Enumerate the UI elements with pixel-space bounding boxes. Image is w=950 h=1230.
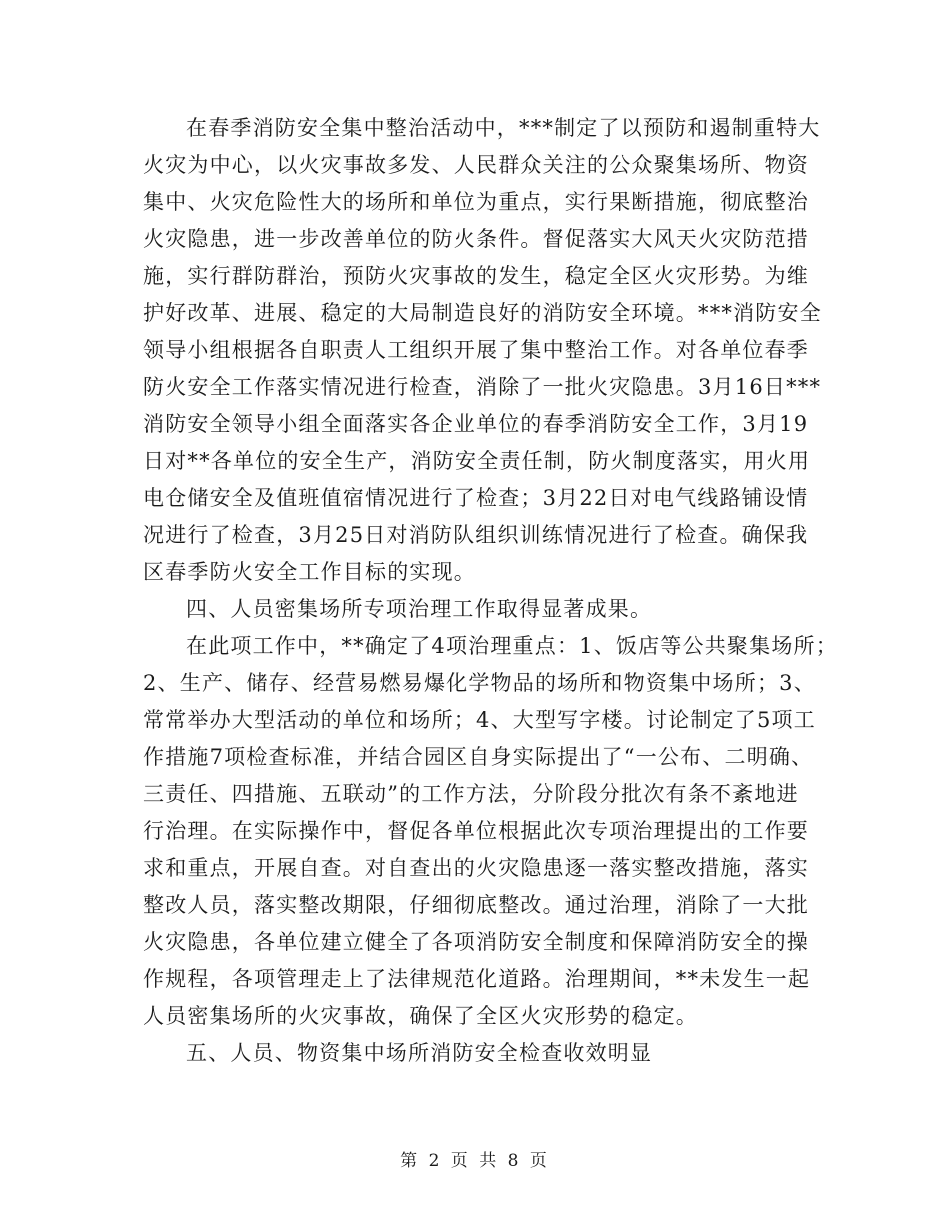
- text-line: 集中、火灾危险性大的场所和单位为重点，实行果断措施，彻底整治: [143, 190, 809, 214]
- text-line: 况进行了检查，3月25日对消防队组织训练情况进行了检查。确保我: [143, 523, 809, 547]
- page-number-footer: 第 2 页 共 8 页: [400, 1151, 550, 1171]
- section-heading: 五、人员、物资集中场所消防安全检查收效明显: [186, 1041, 653, 1065]
- text-line: 作措施7项检查标准，并结合园区自身实际提出了“一公布、二明确、: [143, 745, 814, 769]
- text-line: 2、生产、储存、经营易燃易爆化学物品的场所和物资集中场所；3、: [143, 671, 816, 695]
- text-line: 行治理。在实际操作中，督促各单位根据此次专项治理提出的工作要: [143, 819, 809, 843]
- text-line: 常常举办大型活动的单位和场所；4、大型写字楼。讨论制定了5项工: [143, 708, 816, 732]
- text-line: 作规程，各项管理走上了法律规范化道路。治理期间，**未发生一起: [143, 967, 811, 991]
- text-line: 火灾为中心，以火灾事故多发、人民群众关注的公众聚集场所、物资: [143, 153, 809, 177]
- text-line: 施，实行群防群治，预防火灾事故的发生，稳定全区火灾形势。为维: [143, 264, 809, 288]
- text-line: 领导小组根据各自职责人工组织开展了集中整治工作。对各单位春季: [143, 338, 809, 362]
- text-line: 整改人员，落实整改期限，仔细彻底整改。通过治理，消除了一大批: [143, 893, 809, 917]
- text-line: 在春季消防安全集中整治活动中，***制定了以预防和遏制重特大: [186, 116, 821, 140]
- text-line: 在此项工作中，**确定了4项治理重点：1、饭店等公共聚集场所；: [186, 634, 838, 658]
- text-line: 火灾隐患，各单位建立健全了各项消防安全制度和保障消防安全的操: [143, 930, 809, 954]
- text-line: 求和重点，开展自查。对自查出的火灾隐患逐一落实整改措施，落实: [143, 856, 809, 880]
- document-body: [143, 110, 838, 1072]
- text-line: 三责任、四措施、五联动”的工作方法，分阶段分批次有条不紊地进: [143, 782, 799, 806]
- text-line: 人员密集场所的火灾事故，确保了全区火灾形势的稳定。: [143, 1004, 698, 1028]
- text-line: 防火安全工作落实情况进行检查，消除了一批火灾隐患。3月16日***: [143, 375, 822, 399]
- text-line: 火灾隐患，进一步改善单位的防火条件。督促落实大风天火灾防范措: [143, 227, 809, 251]
- text-line: 区春季防火安全工作目标的实现。: [143, 560, 476, 584]
- text-line: 日对**各单位的安全生产，消防安全责任制，防火制度落实，用火用: [143, 449, 811, 473]
- text-line: 护好改革、进展、稳定的大局制造良好的消防安全环境。***消防安全: [143, 301, 822, 325]
- text-line: 电仓储安全及值班值宿情况进行了检查；3月22日对电气线路铺设情: [143, 486, 809, 510]
- section-heading: 四、人员密集场所专项治理工作取得显著成果。: [186, 597, 653, 621]
- text-line: 消防安全领导小组全面落实各企业单位的春季消防安全工作，3月19: [143, 412, 809, 436]
